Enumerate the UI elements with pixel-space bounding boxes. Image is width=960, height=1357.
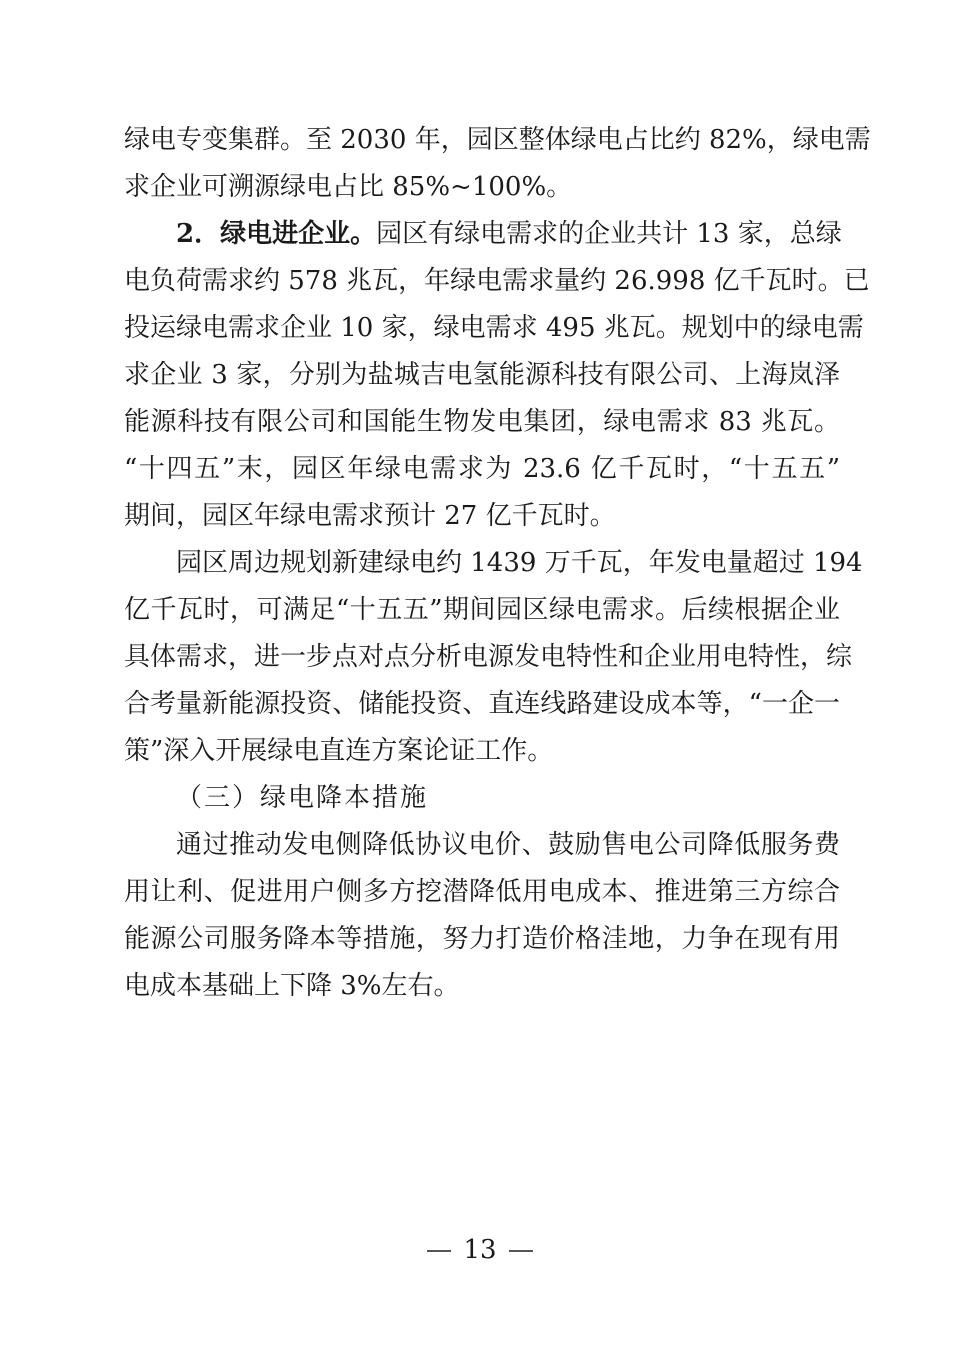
paragraph-2-line-3: 投运绿电需求企业 10 家，绿电需求 495 兆瓦。规划中的绿电需 xyxy=(124,313,864,343)
paragraph-3-line-1: 园区周边规划新建绿电约 1439 万千瓦，年发电量超过 194 xyxy=(176,548,863,578)
paragraph-4-line-1: 通过推动发电侧降低协议电价、鼓励售电公司降低服务费 xyxy=(176,830,840,860)
footer-dash-right xyxy=(509,1250,533,1252)
paragraph-2-line-7: 期间，园区年绿电需求预计 27 亿千瓦时。 xyxy=(124,501,616,531)
paragraph-4-line-2: 用让利、促进用户侧多方挖潜降低用电成本、推进第三方综合 xyxy=(124,877,840,907)
paragraph-2-heading: 2．绿电进企业。 xyxy=(176,219,377,249)
paragraph-2-line-2: 电负荷需求约 578 兆瓦，年绿电需求量约 26.998 亿千瓦时。已 xyxy=(124,266,870,296)
section-heading: （三）绿电降本措施 xyxy=(176,783,429,813)
paragraph-4-line-3: 能源公司服务降本等措施，努力打造价格洼地，力争在现有用 xyxy=(124,924,840,954)
paragraph-3-line-2: 亿千瓦时，可满足“十五五”期间园区绿电需求。后续根据企业 xyxy=(124,595,840,625)
paragraph-1-line-1: 绿电专变集群。至 2030 年，园区整体绿电占比约 82%，绿电需 xyxy=(124,125,871,155)
paragraph-3-line-3: 具体需求，进一步点对点分析电源发电特性和企业用电特性，综 xyxy=(124,642,853,672)
paragraph-3-line-5: 策”深入开展绿电直连方案论证工作。 xyxy=(124,736,554,766)
paragraph-2-line-5: 能源科技有限公司和国能生物发电集团，绿电需求 83 兆瓦。 xyxy=(124,407,840,437)
paragraph-2-line-1-text: 园区有绿电需求的企业共计 13 家，总绿 xyxy=(376,219,842,249)
paragraph-3-line-4: 合考量新能源投资、储能投资、直连线路建设成本等，“一企一 xyxy=(124,689,840,719)
footer-dash-left xyxy=(427,1250,451,1252)
paragraph-2-line-4: 求企业 3 家，分别为盐城吉电氢能源科技有限公司、上海岚泽 xyxy=(124,360,840,390)
page-footer xyxy=(0,1232,960,1268)
paragraph-1-line-2: 求企业可溯源绿电占比 85%~100%。 xyxy=(124,172,573,202)
page-number: 13 xyxy=(463,1235,497,1265)
paragraph-2-line-1 xyxy=(176,212,840,256)
paragraph-4-line-4: 电成本基础上下降 3%左右。 xyxy=(124,971,460,1001)
paragraph-2-line-6: “十四五”末，园区年绿电需求为 23.6 亿千瓦时，“十五五” xyxy=(124,454,840,484)
